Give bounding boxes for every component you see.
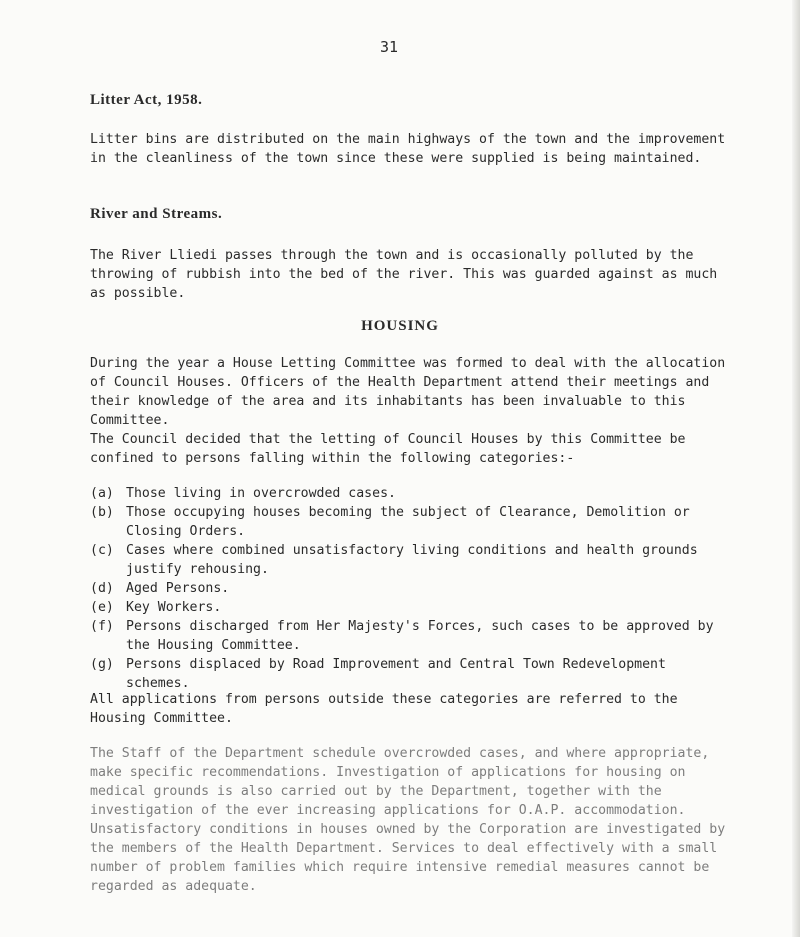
category-item [90, 655, 730, 693]
category-item [90, 503, 730, 541]
housing-paragraph-4: The Staff of the Department schedule overcrowded cases, and where appropriate, make specific recommendations. Investigation of applications for housing on medical grounds is also carried out by the Department, together with the investigation of the ever increasing applications for O.A.P. accommodation. Unsatisfactory conditions in houses owned by the Corporation are investigated by the members of the Health Department. Services to deal effectively with a small number of problem families which require intensive remedial measures cannot be regarded as adequate. [90, 746, 734, 894]
category-mark: (a) [90, 486, 114, 501]
category-mark: (d) [90, 581, 114, 596]
category-item [90, 541, 730, 579]
housing-paragraph-1: During the year a House Letting Committee was formed to deal with the allocation of Council Houses. Officers of the Health Department attend their meetings and their knowledge of the area and its inhabitants has been invaluable to this Committee. [90, 356, 734, 428]
category-mark: (f) [90, 619, 114, 634]
category-item [90, 598, 730, 617]
page-number: 31 [380, 38, 399, 56]
litter-act-paragraph: Litter bins are distributed on the main highways of the town and the improvement in the cleanliness of the town since these were supplied is being maintained. [90, 132, 734, 166]
category-item [90, 579, 730, 598]
category-text: Aged Persons. [126, 581, 230, 596]
category-mark: (b) [90, 505, 114, 520]
housing-paragraph-3: All applications from persons outside these categories are referred to the Housing Committee. [90, 692, 686, 726]
river-heading: River and Streams. [90, 206, 223, 222]
page-edge-shadow [792, 0, 800, 937]
river-paragraph: The River Lliedi passes through the town and is occasionally polluted by the throwing of rubbish into the bed of the river. This was guarded against as much as possible. [90, 248, 726, 301]
category-text: Cases where combined unsatisfactory living conditions and health grounds justify rehousing. [126, 543, 698, 577]
category-text: Key Workers. [126, 600, 222, 615]
litter-act-heading: Litter Act, 1958. [90, 92, 203, 108]
category-text: Those living in overcrowded cases. [126, 486, 396, 501]
category-item [90, 617, 730, 655]
categories-list [90, 484, 730, 693]
housing-paragraph-2: The Council decided that the letting of Council Houses by this Committee be confined to persons falling within the following categories:- [90, 432, 694, 466]
category-mark: (g) [90, 657, 114, 672]
category-text: Those occupying houses becoming the subject of Clearance, Demolition or Closing Orders. [126, 505, 690, 539]
category-text: Persons displaced by Road Improvement and Central Town Redevelopment schemes. [126, 657, 666, 691]
category-item [90, 484, 730, 503]
category-text: Persons discharged from Her Majesty's Forces, such cases to be approved by the Housing Committee. [126, 619, 714, 653]
category-mark: (e) [90, 600, 114, 615]
housing-heading: HOUSING [361, 318, 439, 334]
category-mark: (c) [90, 543, 114, 558]
